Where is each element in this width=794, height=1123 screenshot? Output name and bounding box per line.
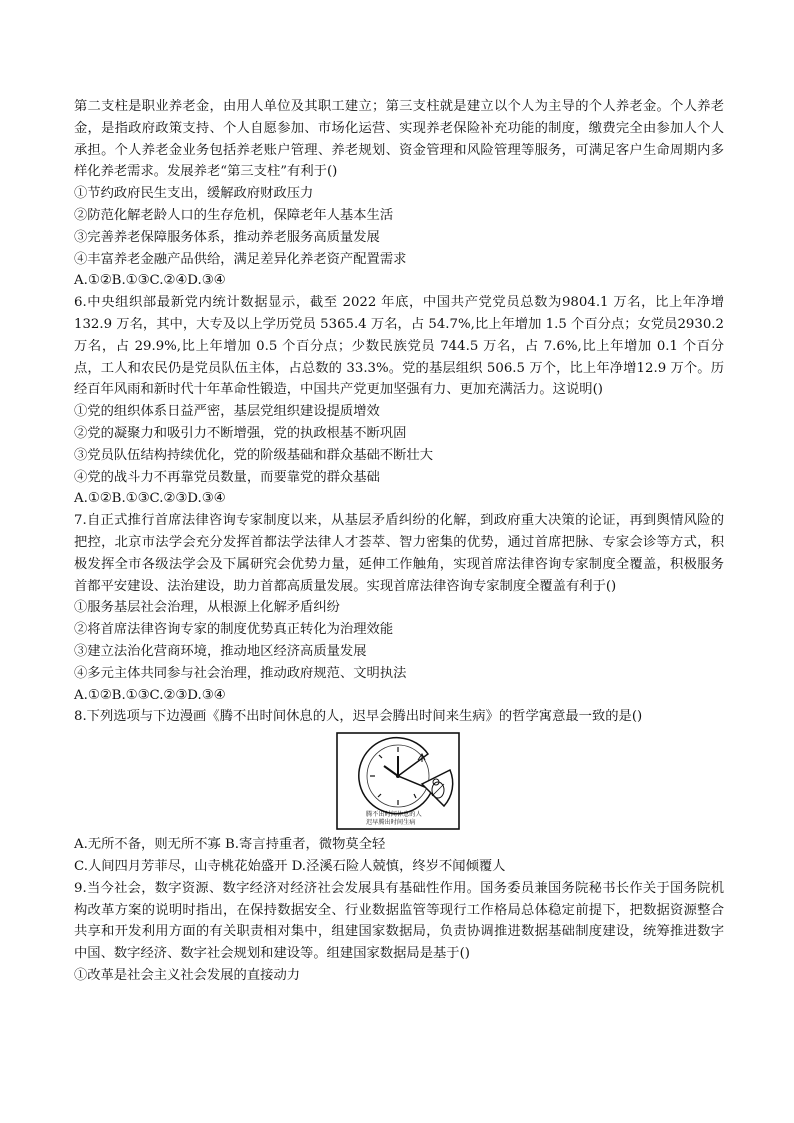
q8-choices-line-2: C.人间四月芳菲尽，山寺桃花始盛开 D.泾溪石险人兢慎，终岁不闻倾覆人 (74, 858, 506, 874)
q6-option-2: ②党的凝聚力和吸引力不断增强，党的执政根基不断巩固 (74, 425, 407, 441)
q5-option-4: ④丰富养老金融产品供给，满足差异化养老资产配置需求 (74, 251, 407, 267)
q8-choices-line-1: A.无所不备，则无所不寡 B.寄言持重者，微物莫全轻 (74, 837, 386, 853)
q7-stem: 7.自正式推行首席法律咨询专家制度以来，从基层矛盾纠纷的化解，到政府重大决策的论证，再到舆情风险的把控，北京市法学会充分发挥首都法学法律人才荟萃、智力密集的优势，通过首席把脉、专家会诊等方式，积极发挥全市各级法学会及下属研究会优势力量，延伸工作触角，实现首席法律咨询专家制度全覆盖，积极服务首都平安建设、法治建设，助力首都高质量发展。实现首席法律咨询专家制度全覆盖有利于() (74, 513, 724, 594)
exam-page (74, 96, 724, 987)
q6-option-3: ③党员队伍结构持续优化，党的阶级基础和群众基础不断壮大 (74, 447, 434, 463)
q7-option-2: ②将首席法律咨询专家的制度优势真正转化为治理效能 (74, 622, 394, 638)
q8-stem: 8.下列选项与下边漫画《腾不出时间休息的人，迟早会腾出时间来生病》的哲学寓意最一致的是() (74, 709, 643, 725)
q9-option-1: ①改革是社会主义社会发展的直接动力 (74, 967, 301, 983)
cartoon-caption-line-1: 腾不出时间休息的人 (366, 811, 422, 819)
cartoon-caption-line-2: 迟早腾出时间生病 (366, 819, 416, 827)
q5-stem-continued: 第二支柱是职业养老金，由用人单位及其职工建立；第三支柱就是建立以个人为主导的个人养老金。个人养老金，是指政府政策支持、个人自愿参加、市场化运营、实现养老保险补充功能的制度，缴费完全由参加人个人承担。个人养老金业务包括养老账户管理、养老规划、资金管理和风险管理等服务，可满足客户生命周期内多样化养老需求。发展养老“第三支柱”有利于() (74, 99, 724, 180)
q7-option-3: ③建立法治化营商环境，推动地区经济高质量发展 (74, 643, 367, 659)
q7-choices: A.①②B.①③C.②③D.③④ (74, 687, 226, 703)
cartoon-figure (336, 732, 460, 830)
q5-option-3: ③完善养老保障服务体系，推动养老服务高质量发展 (74, 229, 380, 245)
q7-option-4: ④多元主体共同参与社会治理，推动政府规范、文明执法 (74, 665, 407, 681)
q6-stem: 6.中央组织部最新党内统计数据显示，截至 2022 年底，中国共产党党员总数为9804.1 万名，比上年净增 132.9 万名，其中，大专及以上学历党员 5365.4 万名，占 54.7%,比上年增加 1.5 个百分点；女党员2930.2 万名，占 29.9%,比上年增加 0.5 个百分点；少数民族党员 744.5 万名，占 7.6%,比上年增加 0.1 个百分点，工人和农民仍是党员队伍主体，占总数的 33.3%。党的基层组织 506.5 万个，比上年净增12.9 万个。历经百年风雨和新时代十年革命性锻造，中国共产党更加坚强有力、更加充满活力。这说明() (74, 295, 724, 398)
q6-option-1: ①党的组织体系日益严密，基层党组织建设提质增效 (74, 404, 380, 420)
q5-choices: A.①②B.①③C.②④D.③④ (74, 273, 226, 289)
q6-option-4: ④党的战斗力不再靠党员数量，而要靠党的群众基础 (74, 469, 380, 485)
q5-option-2: ②防范化解老龄人口的生存危机，保障老年人基本生活 (74, 207, 394, 223)
q9-stem: 9.当今社会，数字资源、数字经济对经济社会发展具有基础性作用。国务委员兼国务院秘书长作关于国务院机构改革方案的说明时指出，在保持数据安全、行业数据监管等现行工作格局总体稳定前提下，把数据资源整合共享和开发利用方面的有关职责相对集中，组建国家数据局，负责协调推进数据基础制度建设，统筹推进数字中国、数字经济、数字社会规划和建设等。组建国家数据局是基于() (74, 880, 724, 962)
q6-choices: A.①②B.①③C.②③D.③④ (74, 491, 226, 507)
q7-option-1: ①服务基层社会治理，从根源上化解矛盾纠纷 (74, 600, 340, 616)
q5-option-1: ①节约政府民生支出，缓解政府财政压力 (74, 186, 314, 202)
